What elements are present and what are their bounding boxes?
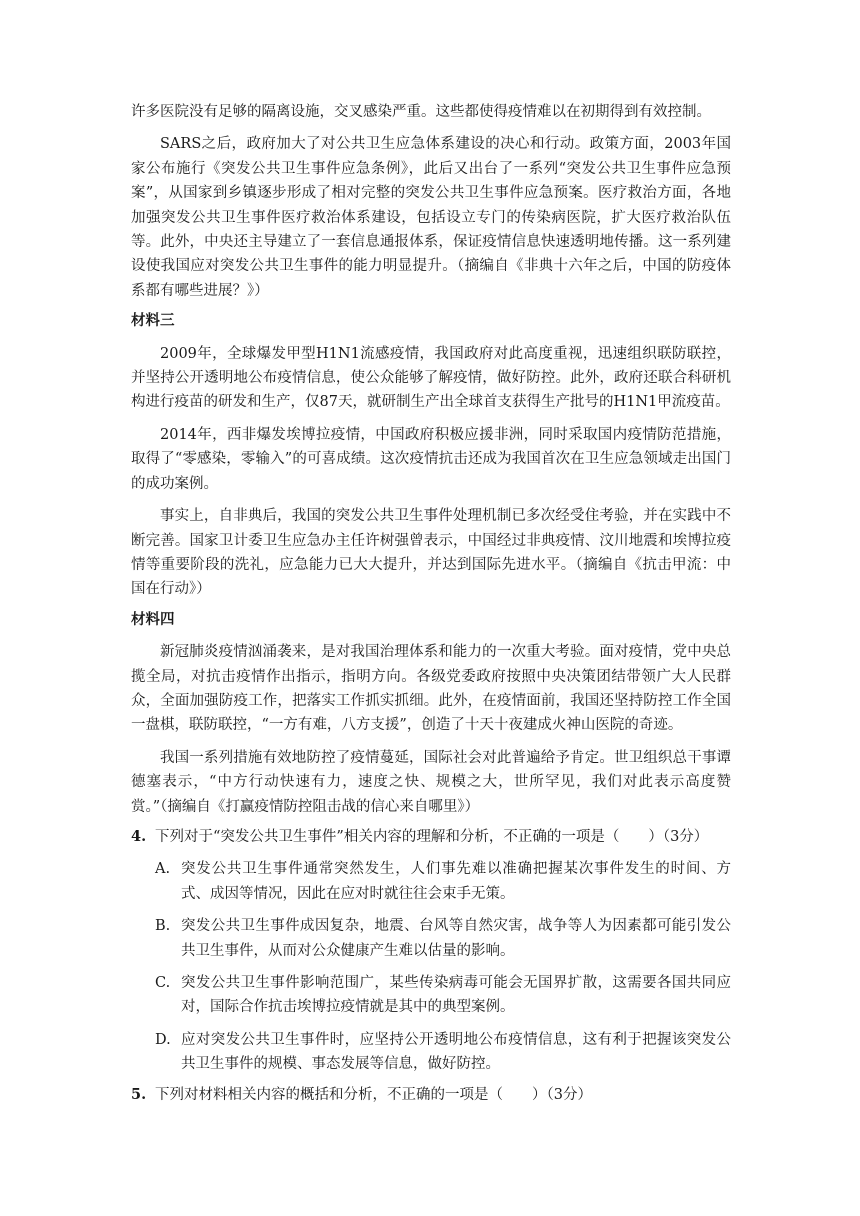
question-text: 下列对于“突发公共卫生事件”相关内容的理解和分析，不正确的一项是（ ）（3分）	[155, 828, 709, 845]
paragraph-sars: SARS之后，政府加大了对公共卫生应急体系建设的决心和行动。政策方面，2003年国家公布施行《突发公共卫生事件应急条例》，此后又出台了一系列“突发公共卫生事件应急预案”，从国家到乡镇逐步形成了相对完整的突发公共卫生事件应急预案。医疗救治方面，各地加强突发公共卫生事件医疗救治体系建设，包括设立专门的传染病医院，扩大医疗救治队伍等。此外，中央还主导建立了一套信息通报体系，保证疫情信息快速透明地传播。这一系列建设使我国应对突发公共卫生事件的能力明显提升。（摘编自《非典十六年之后，中国的防疫体系都有哪些进展？》）	[131, 136, 731, 299]
question-number: 5.	[131, 1085, 147, 1103]
paragraph-continued: 许多医院没有足够的隔离设施，交叉感染严重。这些都使得疫情难以在初期得到有效控制。	[131, 104, 711, 120]
question-text: 下列对材料相关内容的概括和分析，不正确的一项是（ ）（3分）	[155, 1086, 592, 1103]
option-label: C.	[155, 975, 171, 991]
option-text: 突发公共卫生事件通常突然发生，人们事先难以准确把握某次事件发生的时间、方式、成因等情况，因此在应对时就往往会束手无策。	[181, 861, 731, 902]
question-4	[131, 825, 731, 849]
option-d	[131, 1028, 731, 1077]
paragraph-ebola: 2014年，西非爆发埃博拉疫情，中国政府积极应援非洲，同时采取国内疫情防范措施，取得了“零感染，零输入”的可喜成绩。这次疫情抗击还成为我国首次在卫生应急领域走出国门的成功案例。	[131, 426, 731, 492]
paragraph-who: 我国一系列措施有效地防控了疫情蔓延，国际社会对此普遍给予肯定。世卫组织总干事谭德塞表示，“中方行动快速有力，速度之快、规模之大，世所罕见，我们对此表示高度赞赏。”（摘编自《打赢疫情防控阻击战的信心来自哪里》）	[131, 749, 731, 815]
option-b	[131, 914, 731, 963]
paragraph-mechanism: 事实上，自非典后，我国的突发公共卫生事件处理机制已多次经受住考验，并在实践中不断完善。国家卫计委卫生应急办主任许树强曾表示，中国经过非典疫情、汶川地震和埃博拉疫情等重要阶段的洗礼，应急能力已大大提升，并达到国际先进水平。（摘编自《抗击甲流：中国在行动》）	[131, 508, 731, 598]
paragraph-h1n1: 2009年，全球爆发甲型H1N1流感疫情，我国政府对此高度重视，迅速组织联防联控，并坚持公开透明地公布疫情信息，使公众能够了解疫情，做好防控。此外，政府还联合科研机构进行疫苗的研发和生产，仅87天，就研制生产出全球首支获得生产批号的H1N1甲流疫苗。	[131, 345, 731, 411]
document-page	[131, 100, 731, 1107]
section-heading-material-4: 材料四	[131, 611, 175, 628]
option-text: 突发公共卫生事件成因复杂，地震、台风等自然灾害，战争等人为因素都可能引发公共卫生事件，从而对公众健康产生难以估量的影响。	[181, 918, 731, 959]
option-label: A.	[155, 861, 171, 878]
option-c	[131, 971, 731, 1020]
option-label: B.	[155, 918, 171, 935]
question-number: 4.	[131, 827, 147, 845]
section-heading-material-3: 材料三	[131, 313, 175, 330]
option-text: 应对突发公共卫生事件时，应坚持公开透明地公布疫情信息，这有利于把握该突发公共卫生事件的规模、事态发展等信息，做好防控。	[181, 1031, 731, 1073]
question-5	[131, 1083, 731, 1107]
option-text: 突发公共卫生事件影响范围广，某些传染病毒可能会无国界扩散，这需要各国共同应对，国际合作抗击埃博拉疫情就是其中的典型案例。	[181, 975, 731, 1016]
option-a	[131, 857, 731, 906]
option-label: D.	[155, 1031, 171, 1048]
paragraph-covid: 新冠肺炎疫情汹涌袭来，是对我国治理体系和能力的一次重大考验。面对疫情，党中央总揽全局，对抗击疫情作出指示，指明方向。各级党委政府按照中央决策团结带领广大人民群众，全面加强防疫工作，把落实工作抓实抓细。此外，在疫情面前，我国还坚持防控工作全国一盘棋，联防联控，“一方有难，八方支援”，创造了十天十夜建成火神山医院的奇迹。	[131, 644, 731, 734]
